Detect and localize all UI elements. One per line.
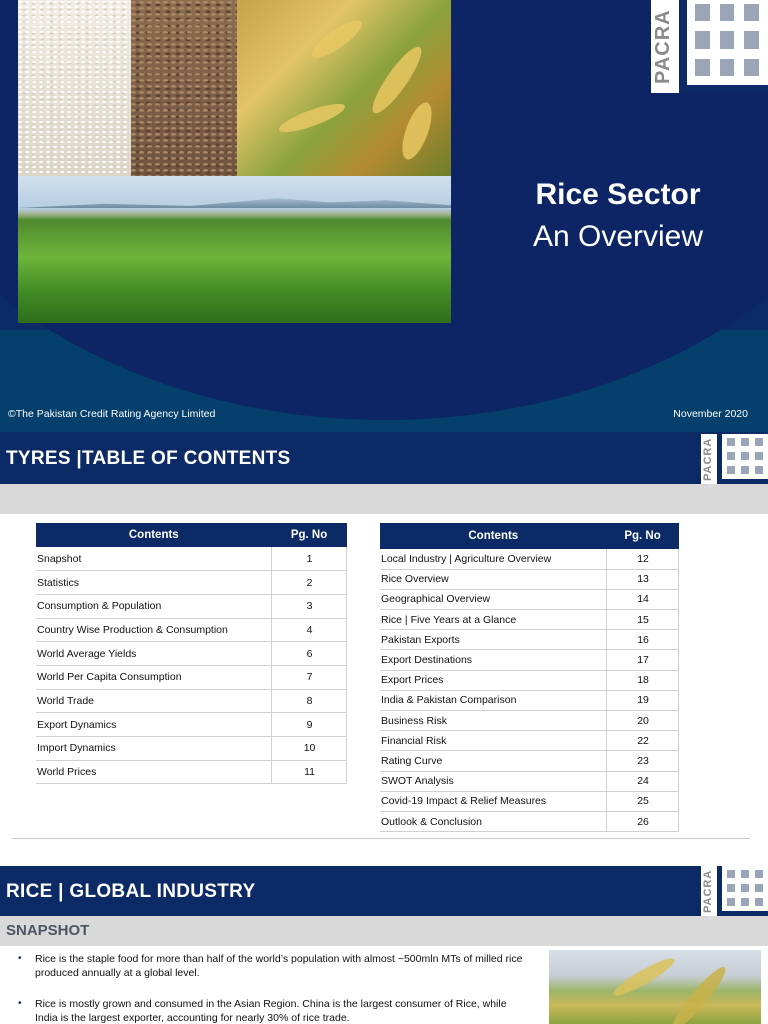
toc-entry-label: World Per Capita Consumption (36, 665, 272, 689)
toc-entry-page: 26 (607, 811, 679, 831)
toc-entry-page: 12 (607, 549, 679, 569)
toc-table-right (380, 523, 679, 832)
pacra-logo-small (701, 434, 768, 484)
toc-row (380, 549, 679, 569)
copyright-text: ©The Pakistan Credit Rating Agency Limited (8, 408, 216, 420)
toc-row (36, 713, 347, 737)
snapshot-gray-strip (0, 916, 768, 946)
toc-entry-page: 24 (607, 771, 679, 791)
toc-col-page: Pg. No (272, 523, 347, 547)
toc-gray-strip (0, 484, 768, 514)
toc-entry-label: SWOT Analysis (380, 771, 607, 791)
bullet-item: • Rice is mostly grown and consumed in the Asian Region. China is the largest consumer of Rice, while India is the largest exporter, accounting for nearly 30% of rice trade. (18, 997, 530, 1024)
toc-entry-page: 7 (272, 665, 347, 689)
toc-entry-page: 19 (607, 690, 679, 710)
toc-row (36, 689, 347, 713)
toc-row (36, 571, 347, 595)
white-rice-photo (18, 0, 131, 176)
toc-row (380, 711, 679, 731)
bullet-item: • Rice is the staple food for more than half of the world’s population with almost ~500mln MTs of milled rice produced annually at a global level. (18, 952, 530, 980)
toc-row (36, 594, 347, 618)
toc-table-left (36, 523, 347, 784)
toc-entry-label: Country Wise Production & Consumption (36, 618, 272, 642)
toc-entry-label: Export Prices (380, 670, 607, 690)
rice-crop-photo (549, 950, 761, 1024)
toc-row (380, 569, 679, 589)
toc-entry-page: 14 (607, 589, 679, 609)
logo-dots-icon (727, 438, 763, 474)
cover-title (500, 176, 736, 260)
toc-row (380, 771, 679, 791)
logo-dots-icon (695, 4, 759, 76)
snapshot-bullets (18, 952, 530, 1024)
toc-row (380, 791, 679, 811)
rice-plant-photo (237, 0, 451, 176)
toc-entry-label: Rice | Five Years at a Glance (380, 610, 607, 630)
toc-heading: TYRES |TABLE OF CONTENTS (6, 448, 291, 469)
toc-row (380, 811, 679, 831)
toc-row (36, 618, 347, 642)
section-divider (12, 838, 750, 839)
toc-row (36, 665, 347, 689)
toc-entry-page: 25 (607, 791, 679, 811)
toc-entry-page: 2 (272, 571, 347, 595)
toc-entry-label: Export Destinations (380, 650, 607, 670)
toc-col-contents: Contents (36, 523, 272, 547)
toc-row (380, 610, 679, 630)
toc-entry-page: 15 (607, 610, 679, 630)
toc-entry-page: 3 (272, 594, 347, 618)
toc-entry-label: Covid-19 Impact & Relief Measures (380, 791, 607, 811)
toc-row (380, 751, 679, 771)
toc-entry-label: Statistics (36, 571, 272, 595)
rice-field-photo (18, 176, 451, 323)
cover-title-line2: An Overview (532, 220, 704, 253)
toc-entry-label: Outlook & Conclusion (380, 811, 607, 831)
snapshot-heading: SNAPSHOT (6, 922, 90, 939)
toc-row (36, 547, 347, 571)
toc-entry-label: Financial Risk (380, 731, 607, 751)
logo-dots-icon (727, 870, 763, 906)
toc-entry-label: Import Dynamics (36, 737, 272, 761)
toc-entry-label: Consumption & Population (36, 594, 272, 618)
brown-rice-photo (131, 0, 237, 176)
toc-row (36, 642, 347, 666)
global-header-bar (0, 866, 768, 916)
toc-entry-page: 10 (272, 737, 347, 761)
toc-entry-label: India & Pakistan Comparison (380, 690, 607, 710)
toc-entry-label: Pakistan Exports (380, 630, 607, 650)
pacra-logo-small (701, 866, 768, 916)
toc-entry-label: Rating Curve (380, 751, 607, 771)
toc-entry-page: 13 (607, 569, 679, 589)
toc-entry-page: 8 (272, 689, 347, 713)
cover-slide (0, 0, 768, 432)
toc-row (380, 630, 679, 650)
toc-entry-label: Export Dynamics (36, 713, 272, 737)
toc-entry-page: 16 (607, 630, 679, 650)
toc-entry-page: 17 (607, 650, 679, 670)
global-heading: RICE | GLOBAL INDUSTRY (6, 881, 256, 902)
toc-entry-page: 20 (607, 711, 679, 731)
toc-entry-label: Local Industry | Agriculture Overview (380, 549, 607, 569)
toc-entry-label: World Trade (36, 689, 272, 713)
toc-row (380, 650, 679, 670)
toc-entry-label: Geographical Overview (380, 589, 607, 609)
toc-entry-page: 18 (607, 670, 679, 690)
toc-row (380, 731, 679, 751)
toc-entry-label: Rice Overview (380, 569, 607, 589)
toc-entry-label: Business Risk (380, 711, 607, 731)
toc-entry-page: 23 (607, 751, 679, 771)
toc-entry-page: 4 (272, 618, 347, 642)
toc-entry-page: 11 (272, 760, 347, 784)
toc-entry-page: 22 (607, 731, 679, 751)
pacra-logo (651, 0, 768, 93)
toc-col-page: Pg. No (607, 523, 679, 549)
cover-date: November 2020 (673, 408, 748, 420)
toc-row (380, 589, 679, 609)
cover-title-line1: Rice Sector (535, 178, 701, 211)
pacra-logo-word: PACRA (702, 437, 714, 481)
toc-entry-label: World Prices (36, 760, 272, 784)
toc-entry-label: Snapshot (36, 547, 272, 571)
toc-row (36, 737, 347, 761)
toc-row (36, 760, 347, 784)
toc-entry-page: 1 (272, 547, 347, 571)
pacra-logo-word: PACRA (652, 9, 674, 84)
toc-header-bar (0, 432, 768, 484)
toc-entry-label: World Average Yields (36, 642, 272, 666)
toc-entry-page: 9 (272, 713, 347, 737)
toc-row (380, 670, 679, 690)
toc-entry-page: 6 (272, 642, 347, 666)
pacra-logo-word: PACRA (702, 869, 714, 913)
toc-col-contents: Contents (380, 523, 607, 549)
toc-row (380, 690, 679, 710)
mountains (18, 194, 451, 208)
